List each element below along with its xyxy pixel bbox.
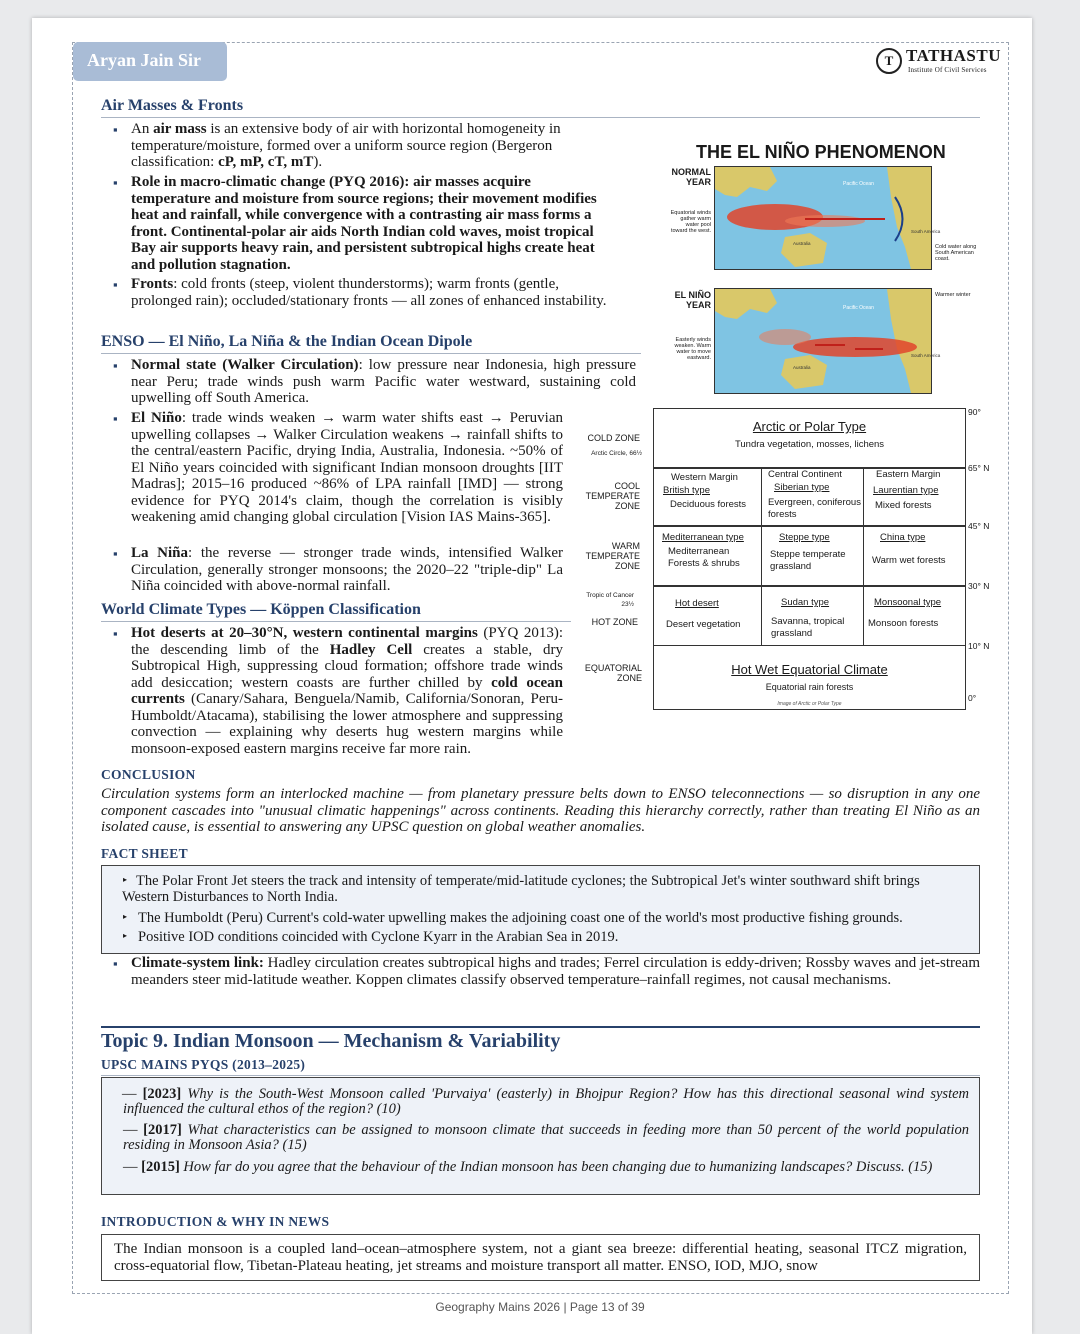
lat-30n: 30° N [968,581,990,591]
steppe-veg: Steppe temperate grassland [770,549,846,572]
desert-vegetation: Desert vegetation [666,619,741,630]
air-masses-heading: Air Masses & Fronts [101,97,980,118]
introduction-box [101,1234,980,1281]
mixed-forests: Mixed forests [875,500,932,511]
svg-text:Pacific Ocean: Pacific Ocean [843,305,874,311]
bullet-icon: ▪ [113,277,118,292]
el-nino-year-map [714,288,941,394]
koppen-heading: World Climate Types — Köppen Classification [101,601,571,622]
hot-wet-equatorial-title: Hot Wet Equatorial Climate [731,662,888,677]
walker-circulation-bullet: Normal state (Walker Circulation): low pressure near Indonesia, high pressure near Peru; trade winds push warm Pacific water westward, sustaining cold upwelling off South America. [131,357,637,406]
pyq-2023: — [2023] Why is the South-West Monsoon called 'Purvaiya' (easterly) in Bhojpur Region? How has this directional seasonal wind system influenced the cultural ethos of the region? (10) [122,1086,970,1117]
savanna-veg: Savanna, tropical grassland [771,616,845,639]
triangle-bullet-icon: ▸ [123,875,128,884]
equatorial-zone-label: EQUATORIAL ZONE [584,663,642,683]
lat-90: 90° [968,407,981,417]
diagram-caption: Image of Arctic or Polar Type [777,701,842,707]
siberian-type: Siberian type [774,482,830,493]
cold-zone-box [653,408,966,468]
pyq-box [101,1077,980,1195]
normal-year-note: Equatorial winds gather warm water pool toward the west. [670,210,711,234]
hot-desert-type: Hot desert [675,598,719,609]
arctic-type-veg: Tundra vegetation, mosses, lichens [734,439,885,450]
warm-temperate-label: WARM TEMPERATE ZONE [585,541,640,571]
triangle-bullet-icon: ▸ [123,912,128,921]
normal-year-label: NORMAL YEAR [671,167,711,187]
cool-temperate-label: COOL TEMPERATE ZONE [585,481,640,511]
cold-water-note: Cold water along South American coast. [935,244,977,262]
fact-item: The Polar Front Jet steers the track and intensity of temperate/mid-latitude cyclones; the Subtropical Jet's winter southward shift brings Western Disturbances to North India. [122,873,920,905]
lat-0: 0° [968,693,977,703]
central-continent-title: Central Continent [768,469,842,480]
tropic-of-cancer-label: Tropic of Cancer 23½ [586,592,634,608]
western-margin-title: Western Margin [671,472,738,483]
climate-system-link: Climate-system link: Hadley circulation creates subtropical highs and trades; Ferrel circulation is eddy-driven; Rossby waves and jet-stream meanders steer mid-latitude weather. Koppen climates classify observed temperature–rainfall regimes, not causal mechanisms. [131,955,980,988]
author-badge: Aryan Jain Sir [73,42,227,81]
pyqs-heading: UPSC MAINS PYQS (2013–2025) [101,1057,980,1076]
arctic-circle-label: Arctic Circle, 66½ [591,450,642,457]
svg-text:Australia: Australia [793,241,811,246]
brand-logo [872,46,1012,78]
page-corner [972,18,1032,24]
china-veg: Warm wet forests [872,555,946,566]
introduction-text: The Indian monsoon is a coupled land–ocean–atmosphere system, not a giant sea breeze: differential heating, seasonal ITCZ migration, cross-equatorial flow, Tibetan-Plateau heating, jet streams and moisture transport all matter. ENSO, IOD, MJO, snow [114,1241,967,1274]
topic-title: Topic 9. Indian Monsoon — Mechanism & Variability [101,1026,980,1053]
lat-45n: 45° N [968,521,990,531]
steppe-type: Steppe type [779,532,830,543]
eastern-margin-title: Eastern Margin [876,469,941,480]
air-mass-definition: An air mass is an extensive body of air with horizontal homogeneity in temperature/moisture, formed over a uniform source region (Bergeron classification: cP, mP, cT, mT). [131,121,561,170]
el-nino-figure [667,140,980,400]
pyq-2015: — [2015] How far do you agree that the behaviour of the Indian monsoon has been changing due to humanizing landscapes? Discuss. (15) [123,1159,933,1175]
lat-10n: 10° N [968,641,990,651]
fact-sheet-heading: FACT SHEET [101,846,188,861]
bullet-icon: ▪ [113,122,118,137]
british-type: British type [663,485,710,496]
brand-name: TATHASTU [906,46,1002,65]
deciduous-forests: Deciduous forests [670,499,747,510]
bullet-icon: ▪ [113,956,118,971]
coniferous-forests: Evergreen, coniferous forests [768,497,861,520]
el-nino-bullet: El Niño: trade winds weaken → warm water shifts east → Peruvian upwelling collapses → Walker Circulation weakens → rainfall shifts to the central/eastern Pacific, drying India, Australia, Indonesia. ~50% of El Niño years coincided with significant Indian monsoon droughts [IIT Madras]; 2015–16 produced ~86% of LPA rainfall [IMD] — strong evidence for PYQ 2014's claim, though the correlation is visibly weakening amid changing global circulation [Vision IAS Mains-365]. [131,410,563,525]
bullet-icon: ▪ [113,358,118,373]
page-footer: Geography Mains 2026 | Page 13 of 39 [435,1300,645,1314]
pyq-2017: — [2017] What characteristics can be assigned to monsoon climate that succeeds in feeding more than 50 percent of the world population residing in Monsoon Asia? (15) [123,1122,970,1153]
triangle-bullet-icon: ▸ [123,931,128,940]
el-nino-year-note: Easterly winds weaken. Warm water to move eastward. [674,337,711,361]
el-nino-year-label: EL NIÑO YEAR [674,290,711,310]
air-mass-role-pyq: Role in macro-climatic change (PYQ 2016): air masses acquire temperature and moisture from source regions; their movement modifies heat and rainfall, while convergence with a contrasting air mass forms a front. Continental-polar air aids North Indian cold waves, moist tropical Bay air supports heavy rain, and persistent subtropical highs create heat and pollution stagnation. [131,174,597,273]
mediterranean-veg: Mediterranean Forests & shrubs [668,546,740,569]
fact-item: The Humboldt (Peru) Current's cold-water upwelling makes the adjoining coast one of the world's most productive fishing grounds. [138,910,903,926]
monsoon-forests: Monsoon forests [868,618,939,629]
arctic-type-title: Arctic or Polar Type [752,419,867,434]
svg-text:South America: South America [911,353,941,358]
brand-subtitle: Institute Of Civil Services [908,66,987,74]
laurentian-type: Laurentian type [873,485,939,496]
enso-heading: ENSO — El Niño, La Niña & the Indian Ocean Dipole [101,333,641,354]
la-nina-bullet: La Niña: the reverse — stronger trade winds, intensified Walker Circulation, generally stronger monsoons; the 2020–22 "triple-dip" La Niña coincided with above-normal rainfall. [131,545,563,594]
bullet-icon: ▪ [113,175,118,190]
fronts-bullet: Fronts: cold fronts (steep, violent thunderstorms); warm fronts (gentle, prolonged rain); occluded/stationary fronts — all zones of enhanced instability. [131,276,607,309]
bullet-icon: ▪ [113,626,118,641]
hot-deserts-bullet: Hot deserts at 20–30°N, western continental margins (PYQ 2013): the descending limb of the Hadley Cell creates a stable, dry Subtropical High, suppressing cloud formation; offshore trade winds add desiccation; western coasts are further chilled by cold ocean currents (Canary/Sahara, Benguela/Namib, California/Sonoran, Peru-Humboldt/Atacama), stabilising the lower atmosphere and suppressing convection — explaining why deserts hug western margins while monsoon-exposed eastern margins receive far more rain. [131,625,564,757]
koppen-climate-diagram [584,405,999,715]
fact-sheet-box [101,865,980,954]
bullet-icon: ▪ [113,546,118,561]
svg-text:South America: South America [911,229,941,234]
figure-title: THE EL NIÑO PHENOMENON [696,142,946,162]
cold-zone-label: COLD ZONE [587,433,640,443]
lat-65n: 65° N [968,463,990,473]
china-type: China type [880,532,926,543]
bullet-icon: ▪ [113,411,118,426]
sudan-type: Sudan type [781,597,830,608]
normal-year-map [714,166,941,270]
conclusion-text: Circulation systems form an interlocked machine — from planetary pressure belts down to ENSO teleconnections — so disruption in any one component cascades into "unusual climatic happenings" across continents. Reading this hierarchy correctly, rather than treating El Niño as an isolated cause, is essential to answering any UPSC question on global weather anomalies. [101,786,980,835]
tathastu-emblem-icon: T [876,48,902,74]
svg-text:Pacific Ocean: Pacific Ocean [843,181,874,187]
conclusion-heading: CONCLUSION [101,767,196,782]
monsoonal-type: Monsoonal type [874,597,942,608]
hot-zone-label: HOT ZONE [591,617,638,627]
introduction-heading: INTRODUCTION & WHY IN NEWS [101,1214,330,1229]
fact-item: Positive IOD conditions coincided with Cyclone Kyarr in the Arabian Sea in 2019. [138,929,619,945]
warmer-winter-note: Warmer winter [935,292,971,298]
svg-text:Australia: Australia [793,365,811,370]
mediterranean-type: Mediterranean type [662,532,744,543]
equatorial-rain-forests: Equatorial rain forests [765,682,854,692]
